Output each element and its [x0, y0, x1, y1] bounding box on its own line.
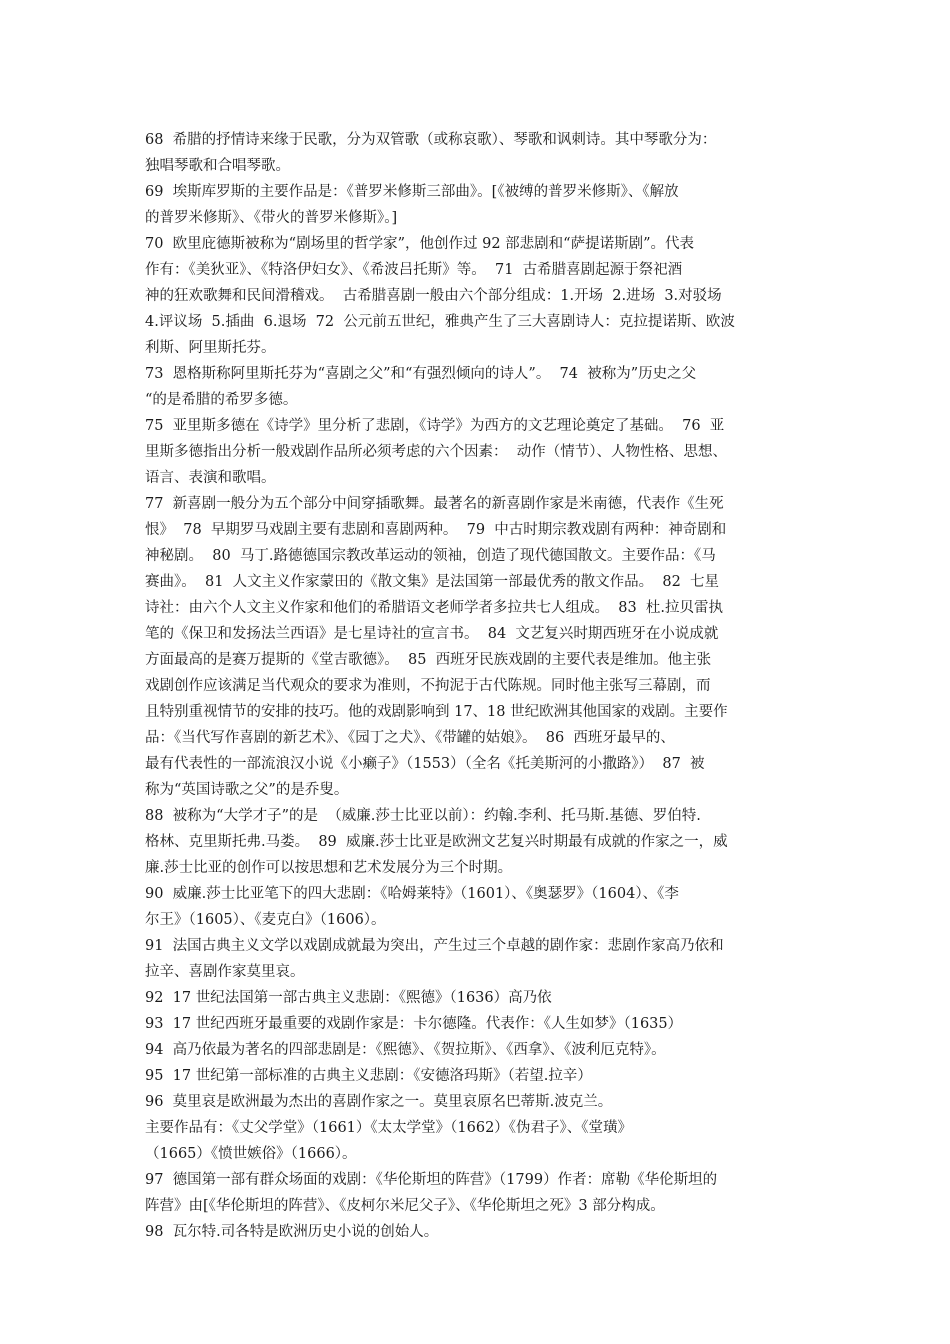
- text-line: 73 恩格斯称阿里斯托芬为“喜剧之父”和“有强烈倾向的诗人”。 74 被称为”历史之父: [145, 366, 697, 382]
- paragraph: [145, 413, 825, 491]
- text-line: 方面最高的是赛万提斯的《堂吉歌德》。 85 西班牙民族戏剧的主要代表是维加。他主张: [145, 652, 712, 668]
- text-line: “的是希腊的希罗多德。: [145, 392, 298, 408]
- text-line: 75 亚里斯多德在《诗学》里分析了悲剧，《诗学》为西方的文艺理论奠定了基础。 76 亚: [145, 418, 725, 434]
- text-line: 拉辛、喜剧作家莫里哀。: [145, 964, 305, 980]
- text-line: 尔王》（1605）、《麦克白》（1606）。: [145, 912, 386, 928]
- text-line: 里斯多德指出分析一般戏剧作品所必须考虑的六个因素： 动作（情节）、人物性格、思想、: [145, 444, 727, 460]
- paragraph: [145, 1219, 825, 1245]
- text-line: 93 17 世纪西班牙最重要的戏剧作家是：卡尔德隆。代表作：《人生如梦》（1635）: [145, 1016, 683, 1032]
- text-line: 69 埃斯库罗斯的主要作品是：《普罗米修斯三部曲》。[《被缚的普罗米修斯》、《解放: [145, 184, 679, 200]
- paragraph: [145, 1037, 825, 1063]
- text-line: 97 德国第一部有群众场面的戏剧：《华伦斯坦的阵营》（1799）作者：席勒《华伦斯坦的: [145, 1172, 718, 1188]
- paragraph: [145, 1011, 825, 1037]
- text-line: 且特别重视情节的安排的技巧。他的戏剧影响到 17、18 世纪欧洲其他国家的戏剧。主要作: [145, 704, 728, 720]
- paragraph: [145, 985, 825, 1011]
- paragraph: [145, 491, 825, 803]
- paragraph: [145, 803, 825, 881]
- text-line: 阵营》由[《华伦斯坦的阵营》、《皮柯尔米尼父子》、《华伦斯坦之死》3 部分构成。: [145, 1198, 665, 1214]
- text-line: 独唱琴歌和合唱琴歌。: [145, 158, 290, 174]
- paragraph: [145, 1115, 825, 1167]
- paragraph: [145, 1089, 825, 1115]
- document-body: [145, 127, 825, 1245]
- text-line: 称为“英国诗歌之父”的是乔叟。: [145, 782, 349, 798]
- paragraph: [145, 127, 825, 179]
- paragraph: [145, 179, 825, 231]
- text-line: 68 希腊的抒情诗来缘于民歌，分为双管歌（或称哀歌）、琴歌和讽刺诗。其中琴歌分为：: [145, 132, 717, 148]
- text-line: 的普罗米修斯》、《带火的普罗米修斯》。]: [145, 210, 398, 226]
- text-line: 品：《当代写作喜剧的新艺术》、《园丁之犬》、《带罐的姑娘》。 86 西班牙最早的、: [145, 730, 675, 746]
- text-line: 神的狂欢歌舞和民间滑稽戏。 古希腊喜剧一般由六个部分组成：1.开场 2.进场 3.对驳场: [145, 288, 722, 304]
- text-line: 最有代表性的一部流浪汉小说《小癞子》（1553）（全名《托美斯河的小撒路》） 87 被: [145, 756, 705, 772]
- text-line: 94 高乃依最为著名的四部悲剧是：《熙德》、《贺拉斯》、《西拿》、《波利厄克特》。: [145, 1042, 666, 1058]
- paragraph: [145, 231, 825, 361]
- text-line: 98 瓦尔特.司各特是欧洲历史小说的创始人。: [145, 1224, 439, 1240]
- paragraph: [145, 1063, 825, 1089]
- text-line: 92 17 世纪法国第一部古典主义悲剧：《熙德》（1636）高乃依: [145, 990, 552, 1006]
- text-line: 恨》 78 早期罗马戏剧主要有悲剧和喜剧两种。 79 中古时期宗教戏剧有两种：神奇剧和: [145, 522, 727, 538]
- paragraph: [145, 933, 825, 985]
- text-line: 70 欧里庇德斯被称为“剧场里的哲学家”，他创作过 92 部悲剧和“萨提诺斯剧”。代表: [145, 236, 694, 252]
- text-line: 语言、表演和歌唱。: [145, 470, 276, 486]
- text-line: 96 莫里哀是欧洲最为杰出的喜剧作家之一。莫里哀原名巴蒂斯.波克兰。: [145, 1094, 613, 1110]
- text-line: 格林、克里斯托弗.马娄。 89 威廉.莎士比亚是欧洲文艺复兴时期最有成就的作家之一，威: [145, 834, 728, 850]
- text-line: 戏剧创作应该满足当代观众的要求为准则，不拘泥于古代陈规。同时他主张写三幕剧，而: [145, 678, 711, 694]
- paragraph: [145, 881, 825, 933]
- text-line: 利斯、阿里斯托芬。: [145, 340, 276, 356]
- text-line: 神秘剧。 80 马丁.路德德国宗教改革运动的领袖，创造了现代德国散文。主要作品：《马: [145, 548, 716, 564]
- text-line: 诗社：由六个人文主义作家和他们的希腊语文老师学者多拉共七人组成。 83 杜.拉贝雷执: [145, 600, 723, 616]
- text-line: （1665）《愤世嫉俗》（1666）。: [145, 1146, 357, 1162]
- paragraph: [145, 1167, 825, 1219]
- text-line: 95 17 世纪第一部标准的古典主义悲剧：《安德洛玛斯》（若望.拉辛）: [145, 1068, 592, 1084]
- text-line: 4.评议场 5.插曲 6.退场 72 公元前五世纪，雅典产生了三大喜剧诗人：克拉提诺斯、欧波: [145, 314, 735, 330]
- paragraph: [145, 361, 825, 413]
- text-line: 77 新喜剧一般分为五个部分中间穿插歌舞。最著名的新喜剧作家是米南德，代表作《生死: [145, 496, 724, 512]
- text-line: 91 法国古典主义文学以戏剧成就最为突出，产生过三个卓越的剧作家：悲剧作家高乃依和: [145, 938, 724, 954]
- text-line: 笔的《保卫和发扬法兰西语》是七星诗社的宣言书。 84 文艺复兴时期西班牙在小说成就: [145, 626, 719, 642]
- text-line: 主要作品有：《丈父学堂》（1661）《太太学堂》（1662）《伪君子》、《堂璜》: [145, 1120, 633, 1136]
- text-line: 赛曲》。 81 人文主义作家蒙田的《散文集》是法国第一部最优秀的散文作品。 82 七星: [145, 574, 720, 590]
- text-line: 88 被称为“大学才子”的是 （威廉.莎士比亚以前）：约翰.李利、托马斯.基德、罗伯特.: [145, 808, 701, 824]
- text-line: 90 威廉.莎士比亚笔下的四大悲剧：《哈姆莱特》（1601）、《奥瑟罗》（1604）、《李: [145, 886, 679, 902]
- text-line: 作有：《美狄亚》、《特洛伊妇女》、《希波吕托斯》等。 71 古希腊喜剧起源于祭祀酒: [145, 262, 683, 278]
- text-line: 廉.莎士比亚的创作可以按思想和艺术发展分为三个时期。: [145, 860, 513, 876]
